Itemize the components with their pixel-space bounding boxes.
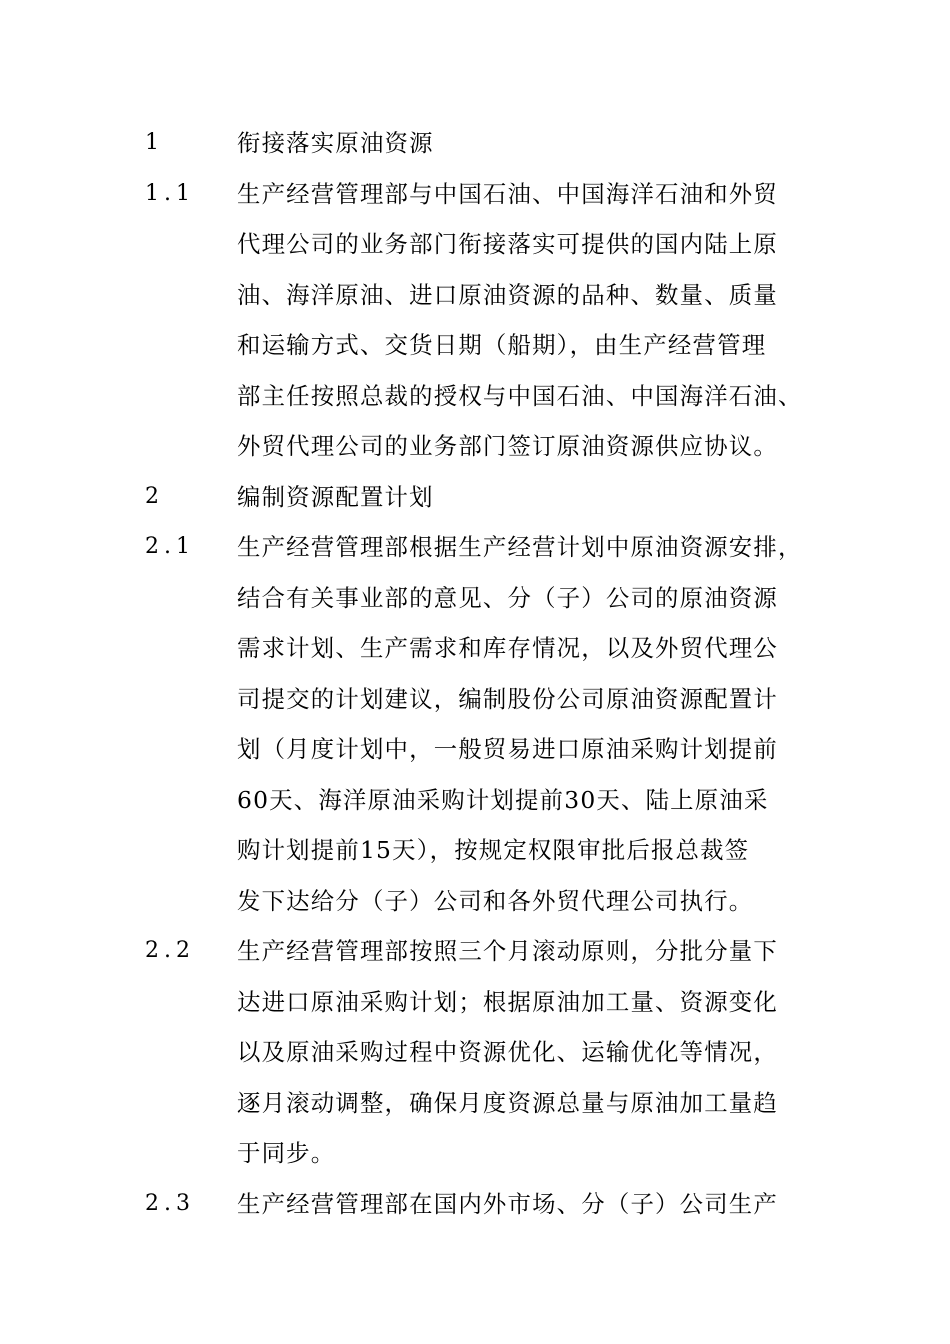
paragraph-line: 发下达给分（子）公司和各外贸代理公司执行。 [237,886,754,915]
paragraph-line: 60天、海洋原油采购计划提前30天、陆上原油采 [237,785,769,814]
section-heading: 编制资源配置计划 [237,482,434,511]
paragraph-line: 外贸代理公司的业务部门签订原油资源供应协议。 [237,432,778,460]
paragraph-line: 购计划提前15天），按规定权限审批后报总裁签 [237,836,750,864]
section-number: 2.2 [145,938,195,963]
section-number: 1.1 [145,180,195,206]
section-number: 2.1 [145,534,195,559]
paragraph-line: 需求计划、生产需求和库存情况，以及外贸代理公 [237,634,778,662]
paragraph-line: 生产经营管理部根据生产经营计划中原油资源安排， [237,533,803,561]
paragraph-line: 部主任按照总裁的授权与中国石油、中国海洋石油、 [237,381,803,410]
paragraph-line: 和运输方式、交货日期（船期），由生产经营管理 [237,331,767,359]
section-body [237,169,837,472]
paragraph-line: 结合有关事业部的意见、分（子）公司的原油资源 [237,583,778,612]
paragraph-line: 逐月滚动调整，确保月度资源总量与原油加工量趋 [237,1088,778,1117]
paragraph-line: 司提交的计划建议，编制股份公司原油资源配置计 [237,684,778,713]
paragraph-line: 油、海洋原油、进口原油资源的品种、数量、质量 [237,280,778,309]
paragraph-line: 划（月度计划中，一般贸易进口原油采购计划提前 [237,735,778,763]
section-heading: 衔接落实原油资源 [237,129,434,157]
paragraph-line: 生产经营管理部与中国石油、中国海洋石油和外贸 [237,179,778,208]
paragraph-line: 生产经营管理部按照三个月滚动原则，分批分量下 [237,937,778,965]
section-number: 2 [145,483,164,509]
paragraph-line: 于同步。 [237,1139,336,1167]
section-body [237,118,837,169]
section-body [237,522,837,926]
section-body [237,1179,837,1230]
paragraph-line: 达进口原油采购计划；根据原油加工量、资源变化 [237,987,778,1016]
paragraph-line: 生产经营管理部在国内外市场、分（子）公司生产 [237,1189,778,1218]
section-number: 1 [145,130,164,155]
section-body [237,926,837,1179]
section-number: 2.3 [145,1190,195,1216]
paragraph-line: 代理公司的业务部门衔接落实可提供的国内陆上原 [237,230,778,258]
paragraph-line: 以及原油采购过程中资源优化、运输优化等情况， [237,1038,778,1066]
section-body [237,472,837,523]
